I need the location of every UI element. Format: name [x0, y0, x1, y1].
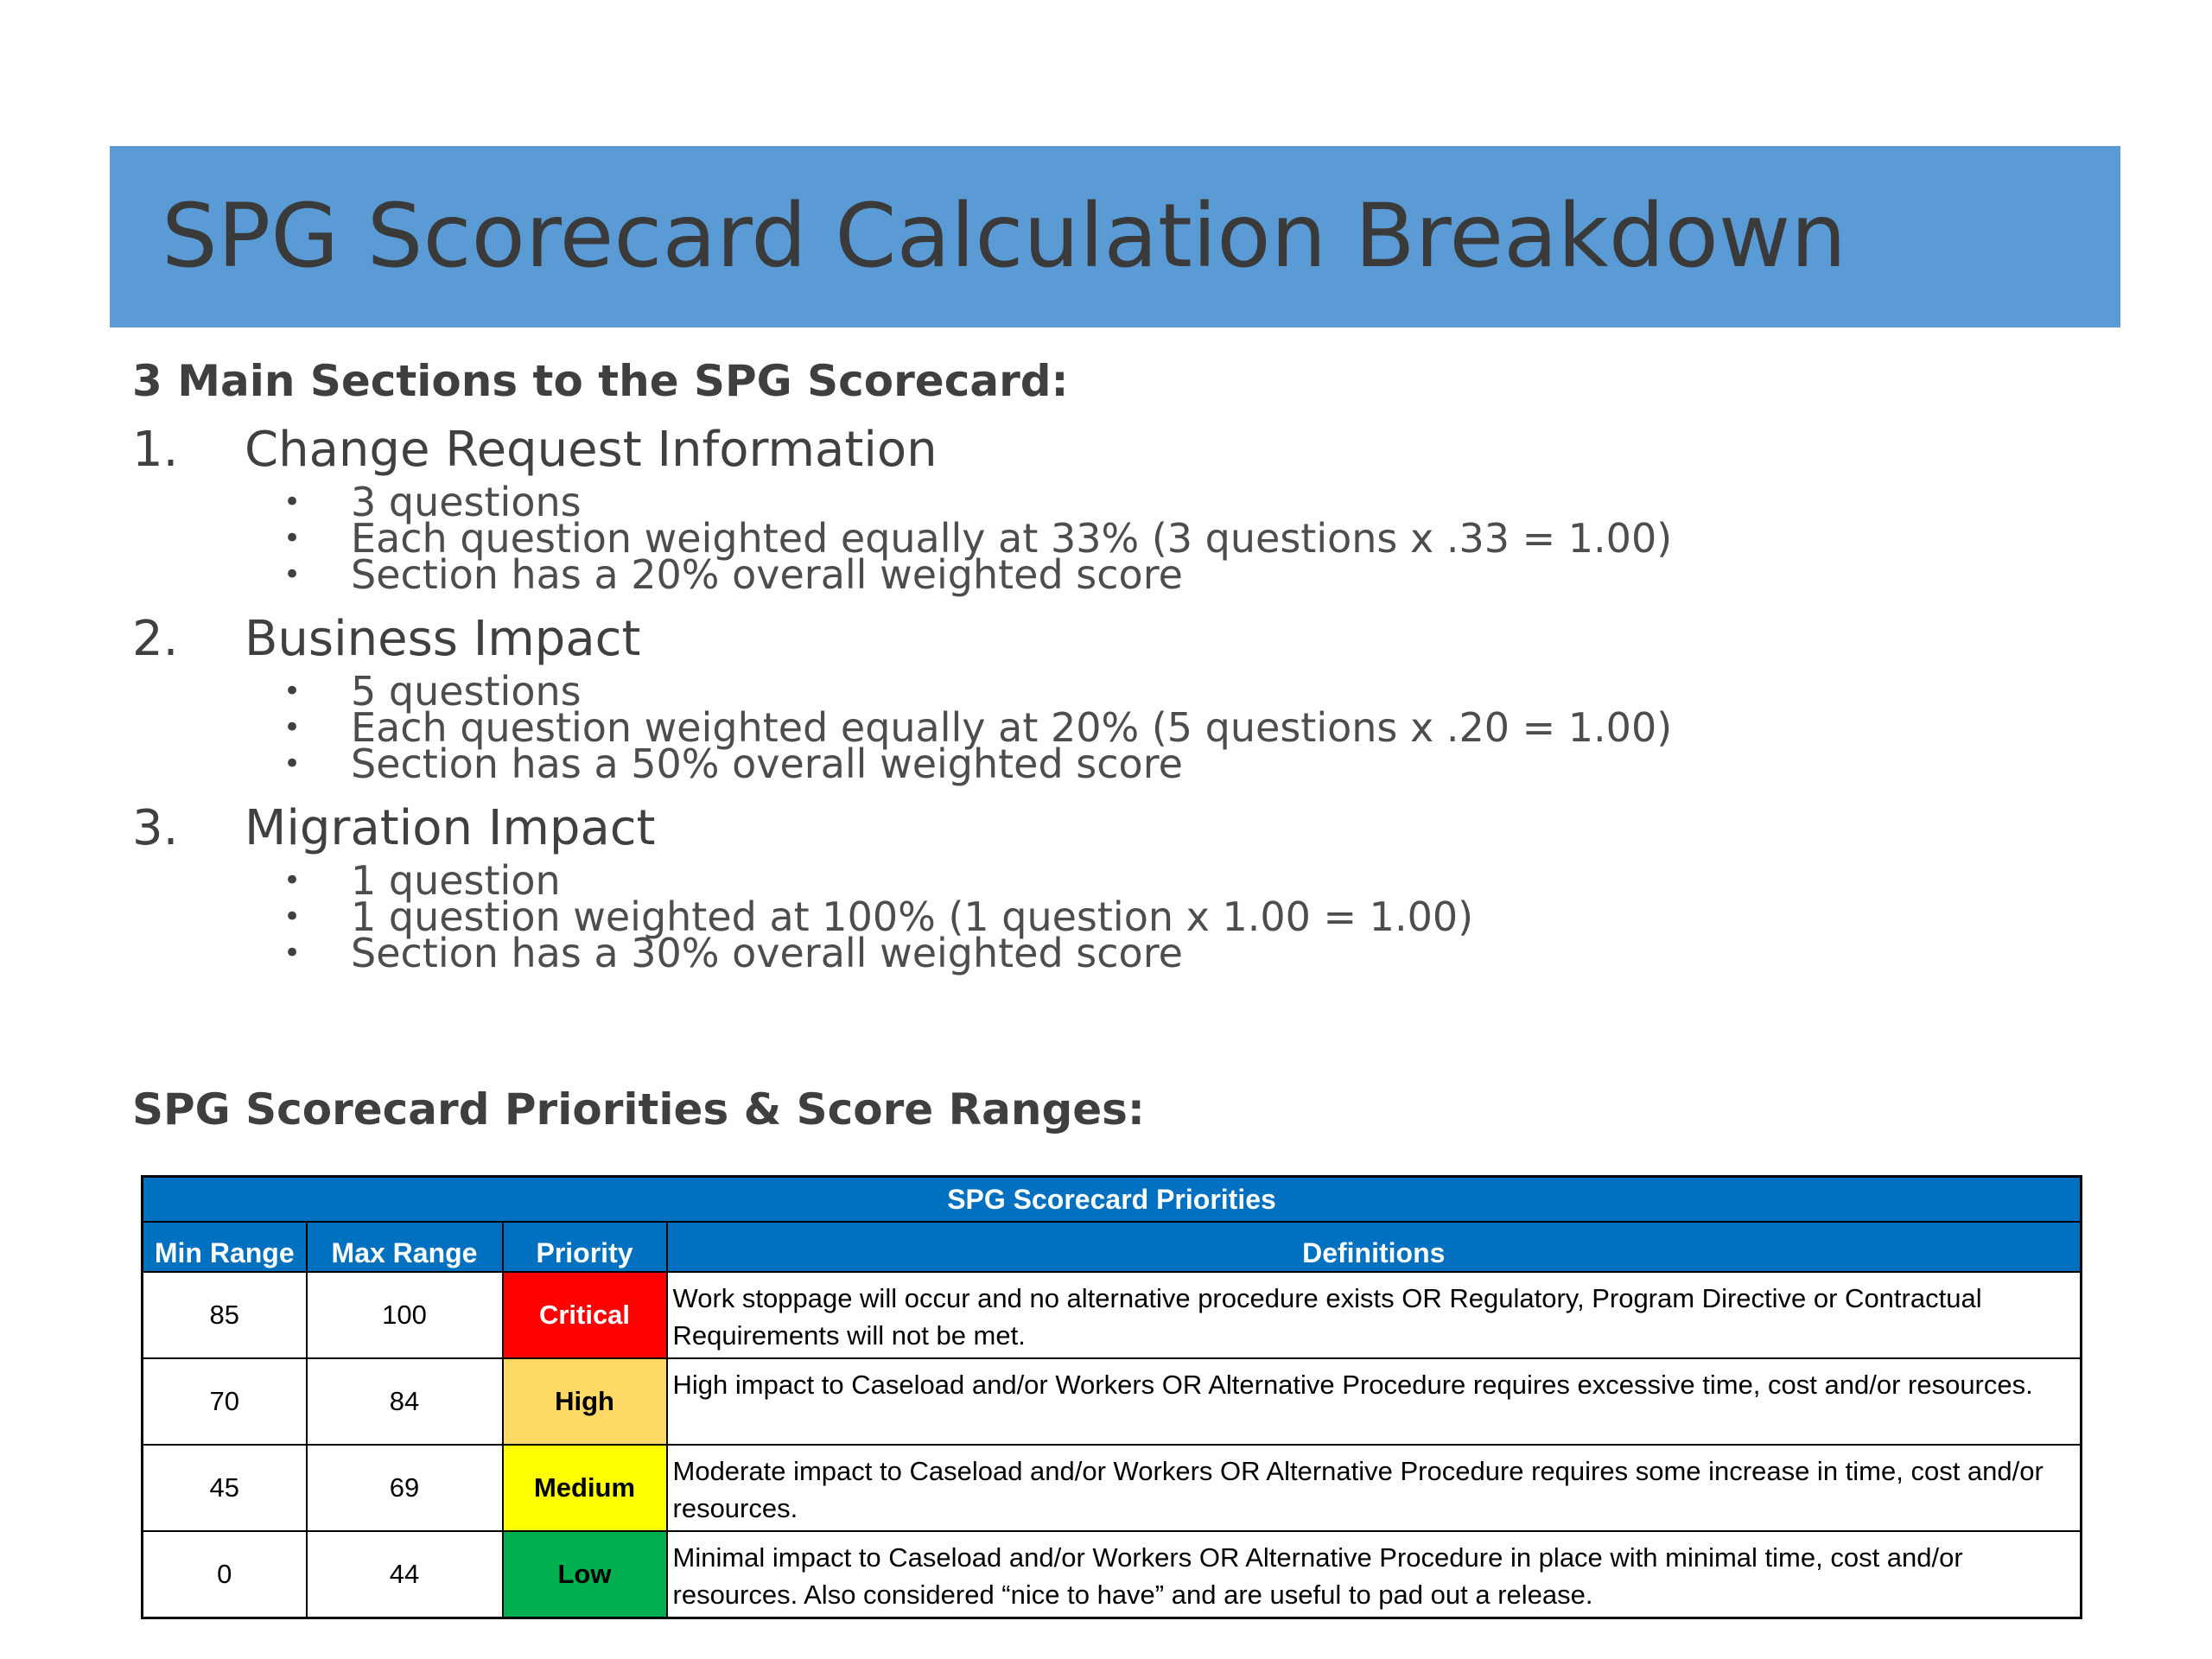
- title-banner: [110, 146, 2120, 327]
- table-caption: SPG Scorecard Priorities: [143, 1177, 2082, 1223]
- bullet-icon: •: [283, 674, 302, 709]
- section-bullet: • 1 question: [283, 857, 561, 904]
- section-number: 3.: [132, 800, 179, 856]
- definition-cell: Moderate impact to Caseload and/or Workers OR Alternative Procedure requires some increase in time, cost and/or resources.: [667, 1445, 2082, 1531]
- min-range-cell: 85: [143, 1272, 307, 1358]
- max-range-cell: 100: [307, 1272, 503, 1358]
- bullet-icon: •: [283, 521, 302, 556]
- section-business-impact: [132, 611, 2033, 787]
- bullet-icon: •: [283, 557, 302, 592]
- min-range-cell: 45: [143, 1445, 307, 1531]
- section-number: 2.: [132, 611, 179, 667]
- bullet-icon: •: [283, 863, 302, 898]
- bullet-icon: •: [283, 485, 302, 519]
- priority-badge: Low: [503, 1531, 667, 1618]
- definition-cell: Minimal impact to Caseload and/or Workers OR Alternative Procedure in place with minimal time, cost and/or resources. Also considered “nice to have” and are useful to pad out a release.: [667, 1531, 2082, 1618]
- section-bullet: • Each question weighted equally at 20% (5 questions x .20 = 1.00): [283, 704, 1673, 751]
- bullet-icon: •: [283, 936, 302, 970]
- bullet-icon: •: [283, 899, 302, 934]
- priorities-heading: SPG Scorecard Priorities & Score Ranges:: [132, 1084, 1145, 1135]
- section-bullet-list: [132, 668, 2033, 787]
- definition-cell: Work stoppage will occur and no alternative procedure exists OR Regulatory, Program Directive or Contractual Requirements will not be met.: [667, 1272, 2082, 1358]
- section-bullet-list: [132, 857, 2033, 976]
- section-migration-impact: [132, 800, 2033, 976]
- section-bullet-list: [132, 479, 2033, 598]
- table-row: [143, 1445, 2082, 1531]
- min-range-cell: 70: [143, 1358, 307, 1445]
- definition-cell: High impact to Caseload and/or Workers OR Alternative Procedure requires excessive time, cost and/or resources.: [667, 1358, 2082, 1445]
- column-header-definitions: Definitions: [667, 1222, 2082, 1272]
- max-range-cell: 69: [307, 1445, 503, 1531]
- table-row: [143, 1358, 2082, 1445]
- column-header-min-range: Min Range: [143, 1222, 307, 1272]
- section-bullet: • Section has a 20% overall weighted score: [283, 551, 1183, 598]
- section-bullet: • Section has a 30% overall weighted score: [283, 930, 1183, 976]
- section-title: Migration Impact: [245, 800, 656, 856]
- priority-badge: Medium: [503, 1445, 667, 1531]
- min-range-cell: 0: [143, 1531, 307, 1618]
- table-row: [143, 1531, 2082, 1618]
- section-change-request: [132, 422, 2033, 598]
- column-header-max-range: Max Range: [307, 1222, 503, 1272]
- column-header-priority: Priority: [503, 1222, 667, 1272]
- section-bullet: • 5 questions: [283, 668, 582, 715]
- section-bullet: • 3 questions: [283, 479, 582, 525]
- priority-badge: High: [503, 1358, 667, 1445]
- priorities-table: [141, 1175, 2082, 1619]
- bullet-icon: •: [283, 747, 302, 781]
- section-bullet: • Section has a 50% overall weighted score: [283, 741, 1183, 787]
- section-number: 1.: [132, 422, 179, 478]
- table-row: [143, 1272, 2082, 1358]
- bullet-icon: •: [283, 710, 302, 745]
- page-title: SPG Scorecard Calculation Breakdown: [162, 185, 1847, 288]
- max-range-cell: 84: [307, 1358, 503, 1445]
- section-title: Change Request Information: [245, 422, 938, 478]
- priority-badge: Critical: [503, 1272, 667, 1358]
- max-range-cell: 44: [307, 1531, 503, 1618]
- section-bullet: • 1 question weighted at 100% (1 question x 1.00 = 1.00): [283, 893, 1474, 940]
- sections-heading: 3 Main Sections to the SPG Scorecard:: [132, 356, 1069, 406]
- section-bullet: • Each question weighted equally at 33% (3 questions x .33 = 1.00): [283, 515, 1673, 562]
- section-title: Business Impact: [245, 611, 641, 667]
